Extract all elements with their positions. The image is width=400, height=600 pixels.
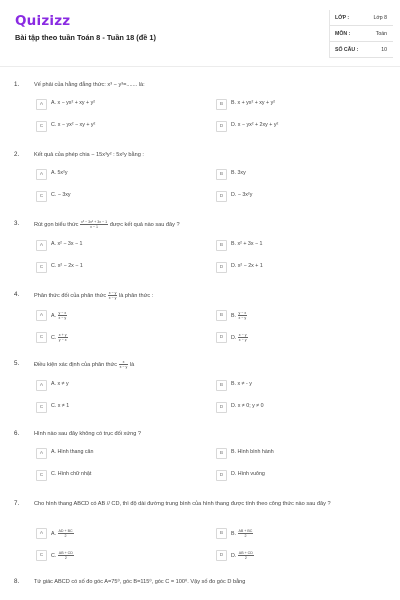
option-text: C. − 3xy	[51, 192, 71, 198]
meta-question-count	[330, 42, 393, 58]
meta-subject-label: MÔN :	[335, 31, 351, 37]
option-letter-box: A	[36, 448, 47, 459]
option-letter-box: D	[216, 470, 227, 481]
option-a[interactable]	[36, 310, 194, 322]
fraction-denominator: x − y	[238, 316, 247, 320]
question-text: Vế phải của hằng đẳng thức: x³ − y³=....... là:	[34, 82, 145, 88]
option-b[interactable]	[216, 528, 374, 540]
option-b[interactable]	[216, 448, 374, 460]
option-text: B. Hình bình hành	[231, 449, 274, 455]
fraction-numerator: AD + BC	[58, 529, 73, 533]
question-number: 1.	[14, 81, 20, 88]
fraction-denominator: x − 1	[90, 225, 99, 229]
option-text: A. 5x²y	[51, 170, 68, 176]
option-letter-box: D	[216, 191, 227, 202]
option-text: A. Hình thang cân	[51, 449, 94, 455]
option-fraction	[58, 529, 74, 538]
option-a[interactable]	[36, 99, 194, 111]
option-prefix: A.	[51, 530, 57, 537]
fraction-numerator: y − x	[58, 311, 67, 315]
option-d[interactable]	[216, 550, 374, 562]
option-prefix: D.	[231, 334, 237, 341]
option-b[interactable]	[216, 380, 374, 392]
option-fraction	[58, 551, 74, 560]
option-text: D. Hình vuông	[231, 471, 265, 477]
fraction-numerator: x − y	[108, 291, 117, 295]
option-text: A. x ≠ y	[51, 381, 69, 387]
option-fraction	[238, 529, 254, 538]
question-text: Hình nào sau đây không có trục đối xứng ?	[34, 431, 141, 437]
fraction-numerator: x − y	[238, 333, 247, 337]
option-letter-box: D	[216, 262, 227, 273]
question-number: 5.	[14, 360, 20, 367]
meta-subject	[330, 26, 393, 42]
question-number: 7.	[14, 500, 20, 507]
header-divider	[0, 66, 400, 67]
question-text	[34, 291, 384, 301]
question-fraction	[119, 360, 129, 369]
option-a[interactable]	[36, 528, 194, 540]
meta-class-value: Lớp 8	[373, 15, 387, 21]
option-c[interactable]	[36, 191, 194, 203]
option-text: B. x + yx² + xy + y²	[231, 100, 276, 106]
option-text	[51, 529, 74, 538]
option-prefix: A.	[51, 312, 57, 319]
meta-class	[330, 10, 393, 26]
option-text: B. 3xy	[231, 170, 246, 176]
question-text	[34, 220, 384, 230]
option-text	[231, 551, 254, 560]
fraction-numerator: x + y	[58, 333, 67, 337]
option-d[interactable]	[216, 121, 374, 133]
option-d[interactable]	[216, 402, 374, 414]
question-text-after: là phân thức :	[119, 292, 154, 299]
question-text: Cho hình thang ABCD có AB // CD, thì độ dài đường trung bình của hình thang được tính theo công thức nào sau đây ?	[34, 501, 331, 507]
fraction-numerator: y − x	[238, 311, 247, 315]
option-letter-box: B	[216, 380, 227, 391]
fraction-denominator: x − y	[58, 316, 67, 320]
option-letter-box: B	[216, 310, 227, 321]
option-text	[51, 551, 74, 560]
option-prefix: B.	[231, 312, 237, 319]
meta-class-label: LỚP :	[335, 15, 350, 21]
question-text	[34, 360, 384, 370]
option-d[interactable]	[216, 191, 374, 203]
worksheet-title: Bài tập theo tuần Toán 8 - Tuần 18 (đề 1)	[15, 33, 156, 42]
option-b[interactable]	[216, 169, 374, 181]
option-text	[231, 333, 248, 342]
option-text: D. x ≠ 0; y ≠ 0	[231, 403, 264, 409]
option-letter-box: A	[36, 169, 47, 180]
option-text: D. x² − 2x + 1	[231, 263, 263, 269]
option-d[interactable]	[216, 470, 374, 482]
option-letter-box: B	[216, 99, 227, 110]
worksheet-header	[0, 0, 400, 62]
option-prefix: C.	[51, 552, 57, 559]
option-b[interactable]	[216, 99, 374, 111]
option-d[interactable]	[216, 262, 374, 274]
option-letter-box: C	[36, 332, 47, 343]
question-text: Kết quả của phép chia − 15x³y² : 5x²y bằng :	[34, 152, 144, 158]
option-letter-box: D	[216, 402, 227, 413]
question-text-after: là	[129, 361, 135, 368]
question-text-before: Rút gọn biểu thức	[34, 221, 79, 228]
option-prefix: C.	[51, 334, 57, 341]
option-b[interactable]	[216, 310, 374, 322]
option-d[interactable]	[216, 332, 374, 344]
question-text-before: Điều kiện xác định của phân thức	[34, 361, 118, 368]
meta-count-value: 10	[381, 47, 387, 53]
option-letter-box: C	[36, 402, 47, 413]
option-letter-box: C	[36, 191, 47, 202]
option-text	[231, 311, 247, 320]
option-text: D. − 3x²y	[231, 192, 253, 198]
question-number: 4.	[14, 291, 20, 298]
worksheet-meta	[329, 10, 393, 58]
option-letter-box: C	[36, 121, 47, 132]
fraction-denominator: 2	[64, 556, 67, 560]
question-number: 6.	[14, 430, 20, 437]
option-text: C. x ≠ 1	[51, 403, 70, 409]
option-c[interactable]	[36, 262, 194, 274]
question-number: 3.	[14, 220, 20, 227]
option-letter-box: D	[216, 332, 227, 343]
question-fraction	[108, 291, 118, 300]
fraction-denominator: 2	[244, 534, 247, 538]
question-text-after: được kết quả nào sau đây ?	[109, 221, 180, 228]
option-text: A. x² − 3x − 1	[51, 241, 83, 247]
option-c[interactable]	[36, 550, 194, 562]
option-fraction	[238, 311, 248, 320]
option-letter-box: A	[36, 528, 47, 539]
question-text-before: Phân thức đối của phân thức	[34, 292, 107, 299]
option-letter-box: A	[36, 310, 47, 321]
option-letter-box: A	[36, 380, 47, 391]
option-a[interactable]	[36, 380, 194, 392]
fraction-denominator: x − y	[119, 365, 128, 369]
fraction-numerator: x³ − 3x² + 3x − 1	[81, 220, 108, 224]
option-prefix: B.	[231, 530, 237, 537]
option-text: C. x² − 2x − 1	[51, 263, 83, 269]
option-letter-box: A	[36, 99, 47, 110]
fraction-numerator: AB + BC	[238, 529, 253, 533]
option-fraction	[58, 333, 68, 342]
option-a[interactable]	[36, 448, 194, 460]
option-letter-box: D	[216, 550, 227, 561]
fraction-denominator: x − y	[108, 296, 117, 300]
option-letter-box: C	[36, 550, 47, 561]
option-text	[231, 529, 253, 538]
option-fraction	[58, 311, 68, 320]
option-text: B. x ≠ - y	[231, 381, 252, 387]
question-text: Tứ giác ABCD có số đo góc A=75⁰, góc B=115⁰, góc C = 100⁰. Vậy số đo góc D bằng	[34, 579, 246, 585]
option-b[interactable]	[216, 240, 374, 252]
option-letter-box: A	[36, 240, 47, 251]
option-fraction	[238, 551, 254, 560]
option-text	[51, 333, 68, 342]
option-c[interactable]	[36, 470, 194, 482]
option-c[interactable]	[36, 402, 194, 414]
fraction-denominator: y − x	[58, 338, 67, 342]
option-c[interactable]	[36, 121, 194, 133]
option-letter-box: B	[216, 528, 227, 539]
question-number: 8.	[14, 578, 20, 585]
option-a[interactable]	[36, 169, 194, 181]
option-letter-box: B	[216, 448, 227, 459]
option-c[interactable]	[36, 332, 194, 344]
option-text: C. x − yx² − xy + y²	[51, 122, 96, 128]
option-text: D. x − yx² + 2xy + y²	[231, 122, 279, 128]
option-letter-box: B	[216, 240, 227, 251]
option-text: B. x² + 3x − 1	[231, 241, 263, 247]
option-fraction	[238, 333, 248, 342]
option-letter-box: D	[216, 121, 227, 132]
fraction-numerator: AB + CD	[58, 551, 73, 555]
question-fraction	[80, 220, 108, 229]
option-text: A. x − yx² + xy + y²	[51, 100, 96, 106]
fraction-denominator: 2	[244, 556, 247, 560]
option-prefix: D.	[231, 552, 237, 559]
option-letter-box: C	[36, 470, 47, 481]
option-text	[51, 311, 67, 320]
meta-count-label: SỐ CÂU :	[335, 47, 359, 53]
fraction-numerator: AB + CD	[238, 551, 253, 555]
option-letter-box: B	[216, 169, 227, 180]
question-number: 2.	[14, 151, 20, 158]
meta-subject-value: Toán	[375, 31, 387, 37]
quizizz-logo: Quizizz	[15, 13, 71, 29]
option-letter-box: C	[36, 262, 47, 273]
option-a[interactable]	[36, 240, 194, 252]
option-text: C. Hình chữ nhật	[51, 471, 92, 477]
fraction-numerator: x	[119, 360, 129, 365]
fraction-denominator: x − y	[238, 338, 247, 342]
fraction-denominator: 2	[64, 534, 67, 538]
